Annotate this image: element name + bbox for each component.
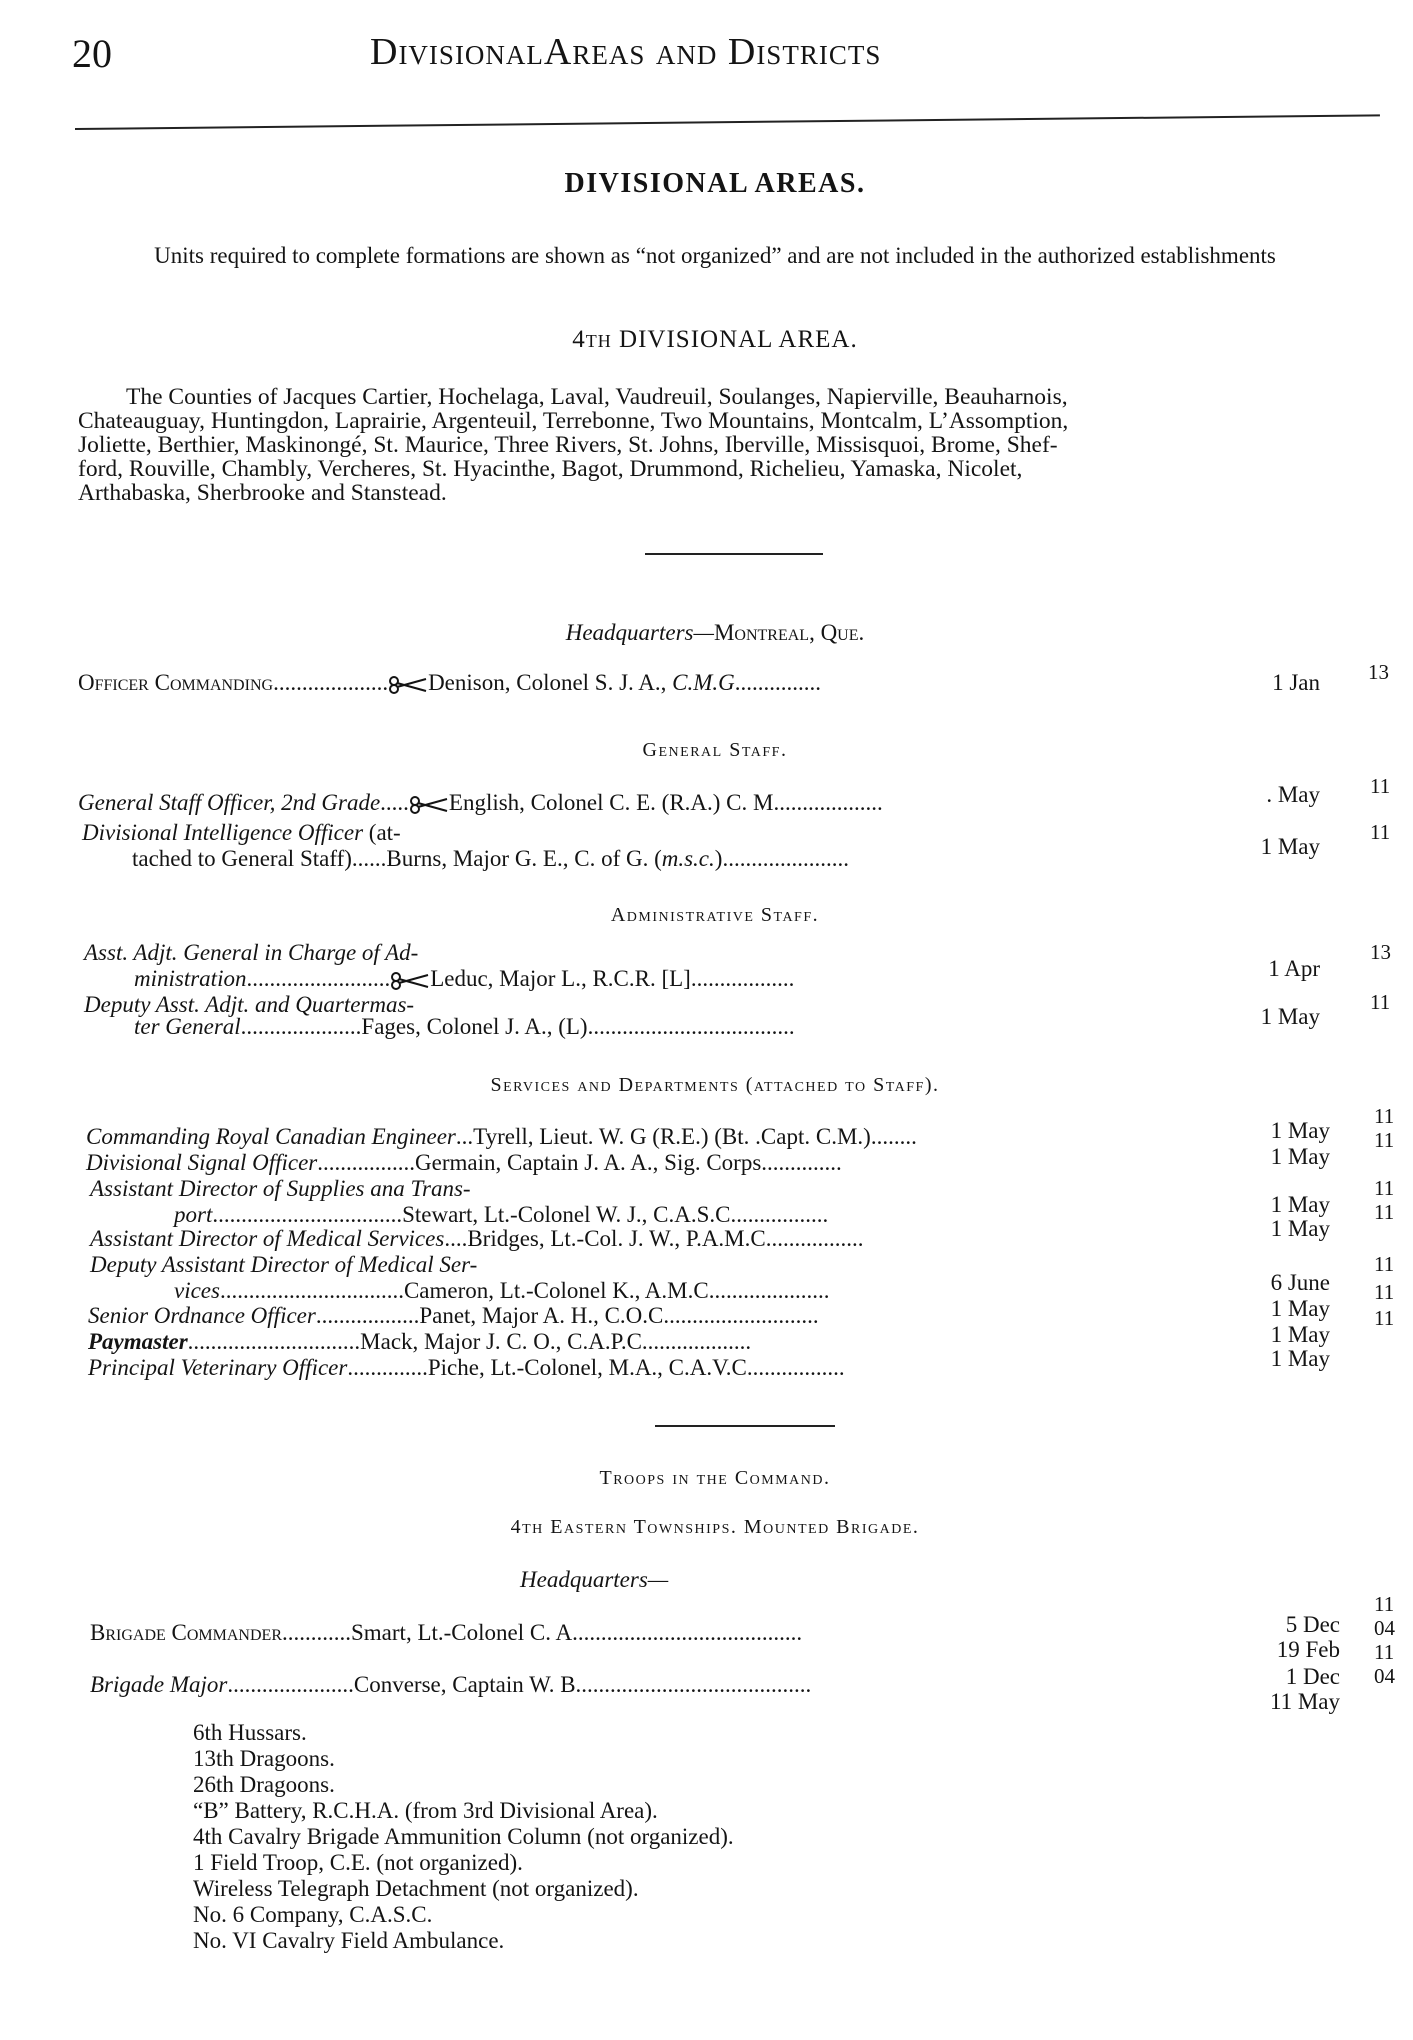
leader-dots: ......................................... <box>575 1672 812 1697</box>
brigade-ordinal: 4th <box>510 1516 544 1538</box>
role-label: Commanding Royal Canadian Engineer <box>86 1124 456 1149</box>
unit-item: 1 Field Troop, C.E. (not organized). <box>193 1850 523 1875</box>
role-label: vices <box>174 1278 220 1303</box>
unit-item: No. VI Cavalry Field Ambulance. <box>193 1928 505 1953</box>
division-heading-text: DIVISIONAL AREA. <box>619 326 858 353</box>
officer-name: Cameron, Lt.-Colonel K., A.M.C <box>403 1278 709 1303</box>
role-label: Deputy Asst. Adjt. and Quartermas- <box>84 992 415 1017</box>
brigade-entry <box>90 1672 811 1698</box>
role-label: Officer Commanding <box>78 670 274 695</box>
appointment-date: 1 Jan <box>1272 670 1320 695</box>
appointment-year: 11 <box>1374 1176 1395 1200</box>
page-number: 20 <box>72 31 112 76</box>
leader-dots: ..................... <box>708 1278 830 1303</box>
leader-dots: ...... <box>351 846 387 871</box>
appointment-date: 1 May <box>1270 1144 1330 1169</box>
appointment-year: 11 <box>1374 1280 1395 1304</box>
role-label: Divisional Signal Officer <box>86 1150 318 1175</box>
officer-name: Panet, Major A. H., C.O.C <box>419 1303 664 1328</box>
leader-dots: ............... <box>734 670 822 695</box>
section-divider <box>655 1425 835 1427</box>
appointment-date: 1 Apr <box>1268 956 1320 981</box>
officer-name: Leduc, Major L., R.C.R. [L] <box>430 966 691 991</box>
counties-line: Joliette, Berthier, Maskinongé, St. Maurice, Three Rivers, St. Johns, Iberville, Missisquoi, Brome, Shef- <box>78 432 1058 458</box>
brigade-entry <box>90 1620 802 1646</box>
service-entry <box>90 1252 477 1278</box>
appointment-year: 04 <box>1374 1664 1395 1688</box>
leader-dots: ........................... <box>663 1303 819 1328</box>
role-label: ministration <box>134 966 247 991</box>
page-title: DIVISIONAL AREAS. <box>564 168 866 199</box>
officer-name: Smart, Lt.-Colonel C. A <box>351 1620 573 1645</box>
appointment-year: 11 <box>1374 1640 1395 1664</box>
general-staff-heading: General Staff. <box>642 739 788 761</box>
appointment-year: 11 <box>1374 1252 1395 1276</box>
officer-commanding-entry <box>78 670 821 696</box>
appointment-date: 1 Dec <box>1285 1664 1340 1689</box>
leader-dots: ............ <box>282 1620 351 1645</box>
appointment-date: 1 May <box>1270 1346 1330 1371</box>
units-list <box>193 1720 734 1954</box>
service-entry-line2 <box>174 1202 828 1228</box>
leader-dots: ................. <box>317 1150 416 1175</box>
honour: C.M.G <box>672 670 735 695</box>
division-heading <box>70 326 1360 354</box>
leader-dots: ................. <box>765 1226 864 1251</box>
appointment-year: 11 <box>1374 1128 1395 1152</box>
appointment-year: 13 <box>1368 660 1389 684</box>
appointment-year: 04 <box>1374 1616 1395 1640</box>
appointment-date-second: 19 Feb <box>1276 1637 1340 1662</box>
leader-dots: ......................... <box>246 966 391 991</box>
leader-dots: ................. <box>746 1355 845 1380</box>
staff-entry <box>78 790 883 816</box>
counties-line: Arthabaska, Sherbrooke and Stanstead. <box>78 480 447 506</box>
staff-entry-line2 <box>134 966 794 992</box>
role-label: Assistant Director of Medical Services <box>90 1226 445 1251</box>
leader-dots: ...................... <box>722 846 849 871</box>
services-heading: Services and Departments (attached to Staff). <box>490 1074 940 1096</box>
appointment-date: 5 Dec <box>1285 1612 1340 1637</box>
role-label: ter General <box>134 1014 241 1039</box>
leader-dots: ........................................ <box>572 1620 803 1645</box>
staff-entry <box>82 820 401 846</box>
role-label-continued: (at- <box>363 820 401 845</box>
leader-dots: ................... <box>641 1329 752 1354</box>
officer-name: Burns, Major G. E., C. of G. ( <box>386 846 662 871</box>
service-entry <box>88 1303 819 1329</box>
appointment-year: 11 <box>1370 820 1391 844</box>
leader-dots: .............................. <box>187 1329 361 1354</box>
service-entry <box>90 1226 863 1252</box>
service-entry <box>86 1150 842 1176</box>
appointment-year: 11 <box>1374 1306 1395 1330</box>
leader-dots: .... <box>444 1226 468 1251</box>
officer-name: Converse, Captain W. B <box>353 1672 576 1697</box>
appointment-date: . May <box>1266 782 1320 807</box>
appointment-date: 1 May <box>1270 1118 1330 1143</box>
unit-item: 4th Cavalry Brigade Ammunition Column (not organized). <box>193 1824 734 1849</box>
appointment-date: 1 May <box>1270 1322 1330 1347</box>
unit-item: Wireless Telegraph Detachment (not organized). <box>193 1876 639 1901</box>
role-label: Brigade Commander <box>90 1620 282 1645</box>
officer-name: Germain, Captain J. A. A., Sig. Corps <box>415 1150 762 1175</box>
counties-line: The Counties of Jacques Cartier, Hochelaga, Laval, Vaudreuil, Soulanges, Napierville, Beauharnois, <box>126 384 1068 410</box>
appointment-year: 11 <box>1370 990 1391 1014</box>
role-label: Deputy Assistant Director of Medical Ser- <box>90 1252 478 1277</box>
role-label: Asst. Adjt. General in Charge of Ad- <box>84 940 419 965</box>
counties-line: Chateauguay, Huntingdon, Laprairie, Argenteuil, Terrebonne, Two Mountains, Montcalm, L’Assomption, <box>78 408 1069 434</box>
officer-name: Bridges, Lt.-Col. J. W., P.A.M.C <box>467 1226 766 1251</box>
officer-name: Mack, Major J. C. O., C.A.P.C <box>360 1329 642 1354</box>
unit-item: No. 6 Company, C.A.S.C. <box>193 1902 433 1927</box>
top-rule <box>75 114 1380 130</box>
scissors-icon <box>388 675 428 695</box>
headquarters-place: Montreal, Que. <box>713 620 865 645</box>
service-entry-line2 <box>174 1278 829 1304</box>
unit-item: 26th Dragoons. <box>193 1772 335 1797</box>
role-label: Assistant Director of Supplies ana Trans- <box>90 1176 471 1201</box>
officer-name: Denison, Colonel S. J. A., <box>428 670 673 695</box>
appointment-date: 1 May <box>1270 1296 1330 1321</box>
appointment-date: 1 May <box>1270 1192 1330 1217</box>
officer-name: Fages, Colonel J. A., (L) <box>361 1014 588 1039</box>
officer-name: Piche, Lt.-Colonel, M.A., C.A.V.C <box>427 1355 747 1380</box>
appointment-date: 1 May <box>1260 834 1320 859</box>
leader-dots: .................... <box>273 670 389 695</box>
headquarters-label: Headquarters— <box>565 620 714 645</box>
officer-name: English, Colonel C. E. (R.A.) C. M <box>448 790 774 815</box>
leader-dots: ................................ <box>219 1278 404 1303</box>
honour: m.s.c. <box>661 846 715 871</box>
role-label: tached to General Staff) <box>132 846 352 871</box>
brigade-name: Eastern Townships. Mounted Brigade. <box>550 1516 920 1538</box>
officer-name-end: ) <box>714 846 723 871</box>
service-entry <box>88 1355 845 1381</box>
appointment-date: 1 May <box>1260 1004 1320 1029</box>
staff-entry-line2 <box>134 1014 795 1040</box>
appointment-year: 11 <box>1374 1104 1395 1128</box>
administrative-staff-heading: Administrative Staff. <box>610 904 820 926</box>
service-entry <box>86 1124 917 1150</box>
unit-item: 13th Dragoons. <box>193 1746 335 1771</box>
officer-name: Tyrell, Lieut. W. G (R.E.) (Bt. .Capt. C.M.) <box>473 1124 871 1149</box>
leader-dots: .............. <box>761 1150 842 1175</box>
troops-heading: Troops in the Command. <box>599 1467 831 1489</box>
appointment-date-second: 11 May <box>1269 1689 1340 1714</box>
leader-dots: ................................. <box>212 1202 403 1227</box>
appointment-date: 6 June <box>1270 1270 1330 1295</box>
role-label: General Staff Officer, 2nd Grade <box>78 790 381 815</box>
scissors-icon <box>409 795 449 815</box>
leader-dots: ..... <box>380 790 409 815</box>
section-divider <box>645 553 823 555</box>
appointment-year: 11 <box>1374 1200 1395 1224</box>
staff-entry-line2 <box>132 846 849 872</box>
role-label: Divisional Intelligence Officer <box>82 820 364 845</box>
service-entry <box>90 1176 471 1202</box>
role-label: port <box>174 1202 213 1227</box>
leader-dots: ................... <box>773 790 883 815</box>
staff-entry <box>84 940 418 966</box>
counties-line: ford, Rouville, Chambly, Vercheres, St. Hyacinthe, Bagot, Drummond, Richelieu, Yamaska, Nicolet, <box>78 456 1023 482</box>
officer-name: Stewart, Lt.-Colonel W. J., C.A.S.C <box>402 1202 731 1227</box>
headquarters-line <box>70 620 1360 646</box>
leader-dots: .................. <box>690 966 795 991</box>
division-ordinal: 4th <box>572 326 612 353</box>
scissors-icon <box>390 971 430 991</box>
leader-dots: ................. <box>730 1202 829 1227</box>
role-label: Senior Ordnance Officer <box>88 1303 316 1328</box>
role-label: Brigade Major <box>90 1672 228 1697</box>
appointment-year: 11 <box>1374 1592 1395 1616</box>
appointment-year: 11 <box>1370 774 1391 798</box>
counties-paragraph <box>78 385 1368 505</box>
leader-dots: ...................... <box>227 1672 354 1697</box>
leader-dots: .............. <box>347 1355 428 1380</box>
role-label: Paymaster <box>88 1329 188 1354</box>
running-head: DivisionalAreas and Districts <box>370 31 882 73</box>
leader-dots: .................. <box>315 1303 420 1328</box>
service-entry <box>88 1329 751 1355</box>
role-label: Principal Veterinary Officer <box>88 1355 348 1380</box>
brigade-headquarters-label: Headquarters— <box>520 1567 669 1592</box>
leader-dots: ... <box>455 1124 474 1149</box>
leader-dots: .................................... <box>587 1014 795 1039</box>
appointment-date: 1 May <box>1270 1216 1330 1241</box>
unit-item: “B” Battery, R.C.H.A. (from 3rd Divisional Area). <box>193 1798 658 1823</box>
leader-dots: ........ <box>870 1124 917 1149</box>
brigade-heading <box>70 1516 1360 1539</box>
leader-dots: ..................... <box>240 1014 362 1039</box>
establishment-note: Units required to complete formations are shown as “not organized” and are not included in the authorized establishments <box>154 243 1276 268</box>
unit-item: 6th Hussars. <box>193 1720 307 1745</box>
appointment-year: 13 <box>1370 940 1391 964</box>
